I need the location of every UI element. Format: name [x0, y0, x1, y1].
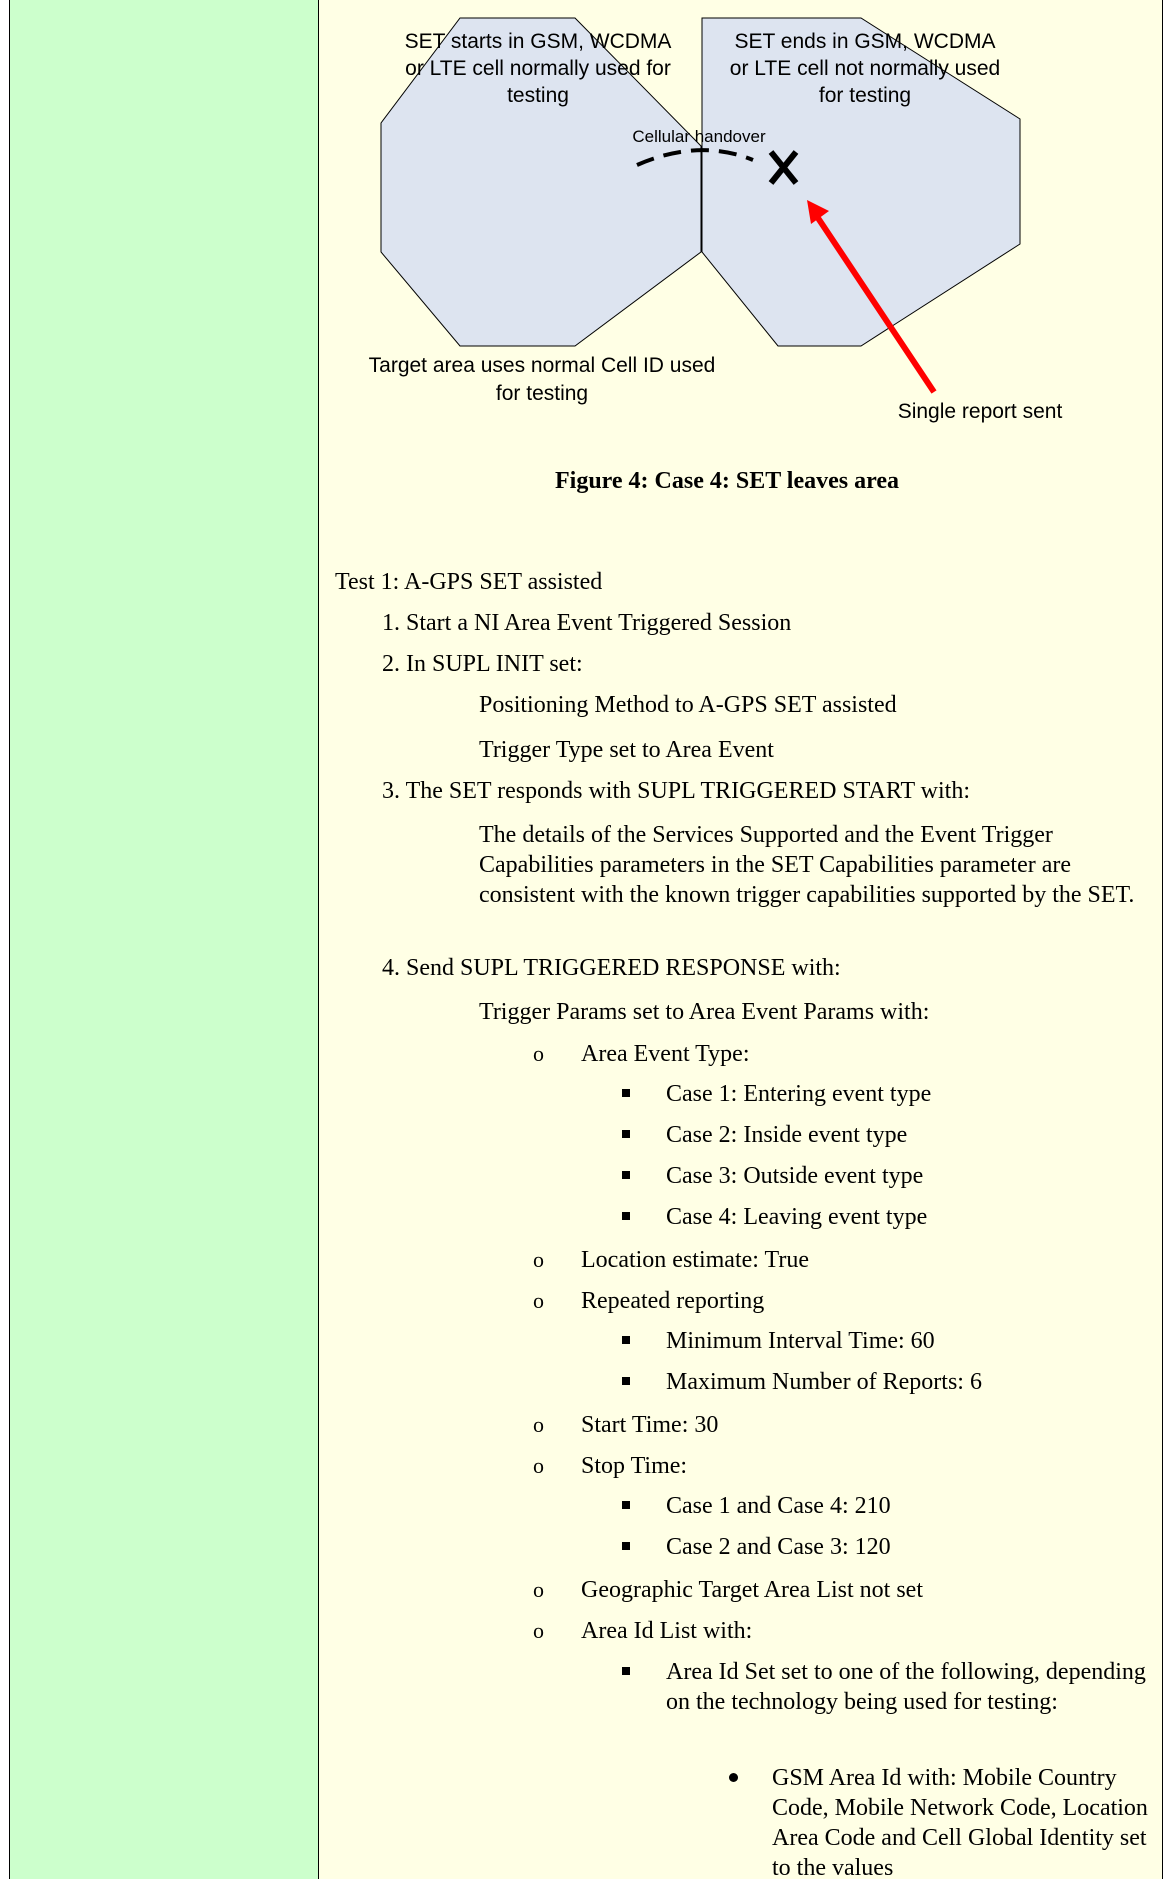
square-bullet-icon	[622, 1542, 630, 1550]
step-3: 3. The SET responds with SUPL TRIGGERED START with:	[382, 778, 970, 804]
case-4: Case 4: Leaving event type	[666, 1204, 928, 1230]
step-2b: Trigger Type set to Area Event	[479, 737, 774, 763]
sub-bullet-icon: o	[533, 1247, 544, 1272]
stop-case-2-3: Case 2 and Case 3: 120	[666, 1534, 891, 1560]
sub-bullet-icon: o	[533, 1618, 544, 1643]
sub-bullet-icon: o	[533, 1453, 544, 1478]
step-2: 2. In SUPL INIT set:	[382, 651, 583, 677]
step-2a: Positioning Method to A-GPS SET assisted	[479, 692, 897, 718]
square-bullet-icon	[622, 1171, 630, 1179]
cell-right-label-3: for testing	[818, 84, 912, 107]
start-time: Start Time: 30	[581, 1412, 719, 1438]
step-4: 4. Send SUPL TRIGGERED RESPONSE with:	[382, 955, 841, 981]
case-1: Case 1: Entering event type	[666, 1081, 932, 1107]
case-3: Case 3: Outside event type	[666, 1163, 924, 1189]
cell-left-label-1: SET starts in GSM, WCDMA	[404, 30, 672, 53]
stop-time: Stop Time:	[581, 1453, 688, 1479]
case4-diagram	[319, 0, 1163, 440]
bullet-icon	[417, 735, 431, 765]
area-event-type: Area Event Type:	[581, 1041, 750, 1067]
bullet-icon	[417, 820, 431, 850]
square-bullet-icon	[622, 1377, 630, 1385]
square-bullet-icon	[622, 1212, 630, 1220]
gsm-area-id: GSM Area Id with: Mobile Country Code, Mobile Network Code, Location Area Code and Cell Global Identity set to the values	[772, 1765, 1148, 1879]
sub-bullet-icon: o	[533, 1412, 544, 1437]
cell-left-label-2: or LTE cell normally used for	[405, 57, 671, 80]
repeated-reporting: Repeated reporting	[581, 1288, 765, 1314]
bullet-icon	[417, 997, 431, 1027]
bullet-icon	[417, 690, 431, 720]
sub-bullet-icon: o	[533, 1041, 544, 1066]
area-id-list: Area Id List with:	[581, 1618, 753, 1644]
figure-caption: Figure 4: Case 4: SET leaves area	[555, 468, 899, 494]
case-2: Case 2: Inside event type	[666, 1122, 908, 1148]
min-interval: Minimum Interval Time: 60	[666, 1328, 935, 1354]
stop-case-1-4: Case 1 and Case 4: 210	[666, 1493, 891, 1519]
report-label: Single report sent	[897, 400, 1063, 423]
square-bullet-icon	[622, 1130, 630, 1138]
area-id-set: Area Id Set set to one of the following, depending on the technology being used for testing:	[666, 1659, 1146, 1715]
max-reports: Maximum Number of Reports: 6	[666, 1369, 982, 1395]
step-1: 1. Start a NI Area Event Triggered Session	[382, 610, 792, 636]
right-table-cell	[319, 0, 1163, 1879]
cell-right-label-1: SET ends in GSM, WCDMA	[734, 30, 996, 53]
step-3a: The details of the Services Supported and the Event Trigger Capabilities parameters in the SET Capabilities parameter are consistent with the known trigger capabilities supported by the SET.	[479, 822, 1135, 908]
cell-right-label-2: or LTE cell not normally used	[729, 57, 1001, 80]
square-bullet-icon	[622, 1667, 630, 1675]
step-4a: Trigger Params set to Area Event Params with:	[479, 999, 930, 1025]
left-table-cell	[9, 0, 319, 1879]
target-area-label-2: for testing	[495, 382, 589, 405]
sub-bullet-icon: o	[533, 1288, 544, 1313]
target-area-label-1: Target area uses normal Cell ID used	[368, 354, 716, 377]
square-bullet-icon	[622, 1501, 630, 1509]
square-bullet-icon	[622, 1336, 630, 1344]
location-estimate: Location estimate: True	[581, 1247, 809, 1273]
geo-target-area: Geographic Target Area List not set	[581, 1577, 923, 1603]
cell-left-label-3: testing	[507, 84, 569, 107]
square-bullet-icon	[622, 1089, 630, 1097]
handover-label: Cellular handover	[632, 127, 766, 146]
sub-bullet-icon: o	[533, 1577, 544, 1602]
round-bullet-icon	[729, 1773, 738, 1782]
test-title: Test 1: A-GPS SET assisted	[335, 569, 603, 595]
